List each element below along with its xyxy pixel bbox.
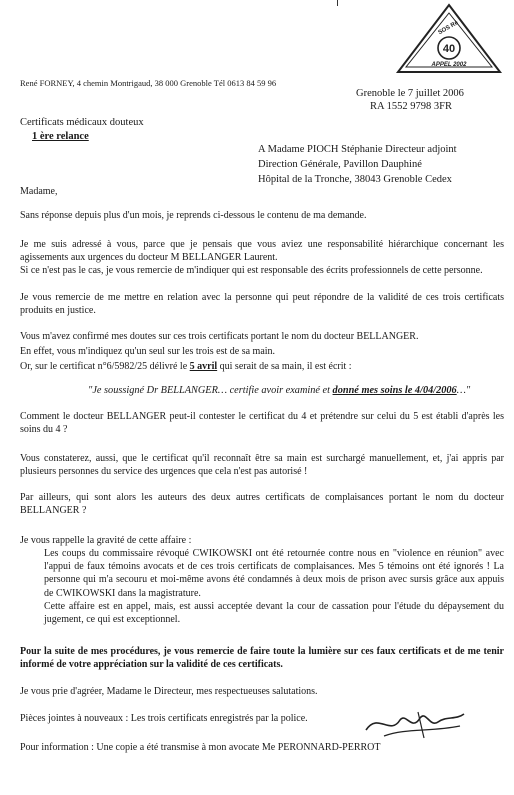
paragraph-5c-start: Or, sur le certificat n°6/5982/25 délivré le [20,361,190,372]
date-line: Grenoble le 7 juillet 2006 [356,88,464,99]
recipient-block [258,142,457,187]
quote-start: "Je soussigné Dr BELLANGER… certifie avoir examiné et [88,385,333,396]
stamp-bottom-text: APPEL 2002 [431,62,467,68]
paragraph-7: Vous constaterez, aussi, que le certificat qu'il reconnaît être sa main est surchargé manuellement, et, j'ai appris par plusieurs personnes du service des urgences que cela n'est pas autorisé ! [20,453,504,478]
stamp-number: 40 [442,43,456,55]
salutation: Madame, [20,186,58,197]
quote-underlined: donné mes soins le 4/04/2006 [332,385,457,396]
attachments-line: Pièces jointes à nouveaux : Les trois certificats enregistrés par la police. [20,713,308,724]
paragraph-5c [20,360,504,373]
paragraph-5c-date: 5 avril [189,361,218,372]
paragraph-5c-end: qui serait de sa main, il est écrit : [217,361,352,372]
quote-end: …" [456,385,471,396]
subject-line: Certificats médicaux douteux [20,117,144,128]
handwritten-signature [360,706,470,742]
paragraph-5b: En effet, vous m'indiquez qu'un seul sur les trois est de sa main. [20,346,276,357]
indented-paragraph-1: Les coups du commissaire révoqué CWIKOWSKI ont été retournée contre nous en "violence en réunion" avec l'appui de faux témoins avocats et de ces trois certificats de complaisances. Mes 5 témoins ont été ignorés ! La personne qui m'a secouru et moi-même avons été condamnés à deux mois de prison avec sursis grâce aux appuis de CWIKOWSKI dans la magistrature. [44,548,504,599]
registered-mail-reference: RA 1552 9798 3FR [370,101,452,112]
recipient-line-3: Hôpital de la Tronche, 38043 Grenoble Cedex [258,174,452,185]
paragraph-10: Pour la suite de mes procédures, je vous remercie de faire toute la lumière sur ces faux certificats et de me tenir informé de votre appréciation sur la validité de ces certificats. [20,646,504,671]
paragraph-2: Je me suis adressé à vous, parce que je pensais que vous aviez une responsabilité hiérarchique concernant les agissements aux urgences du docteur M BELLANGER Laurent. [20,239,504,264]
sender-address: René FORNEY, 4 chemin Montrigaud, 38 000 Grenoble Tél 0613 84 59 96 [20,78,277,88]
relance-heading: 1 ère relance [32,131,89,142]
association-stamp [393,2,505,78]
indented-paragraph-2: Cette affaire est en appel, mais, est aussi acceptée devant la cour de cassation pour l'étude du dépaysement du jugement, ce qui est exceptionnel. [44,601,504,626]
quoted-certificate [88,385,470,396]
stamp-ring-text: SOS Ré [437,20,460,37]
paragraph-1: Sans réponse depuis plus d'un mois, je reprends ci-dessous le contenu de ma demande. [20,210,367,221]
paragraph-3: Si ce n'est pas le cas, je vous remercie de m'indiquer qui est responsable des écrits professionnels de cette personne. [20,265,483,276]
recipient-line-1: A Madame PIOCH Stéphanie Directeur adjoint [258,144,457,155]
paragraph-4: Je vous remercie de me mettre en relation avec la personne qui peut répondre de la validité de ces trois certificats produits en justice. [20,292,504,317]
paragraph-6: Comment le docteur BELLANGER peut-il contester le certificat du 4 et prétendre sur celui du 5 est établi d'après les soins du 4 ? [20,411,504,436]
closing-line: Je vous prie d'agréer, Madame le Directeur, mes respectueuses salutations. [20,686,318,697]
top-edge-mark [337,0,338,6]
paragraph-9: Je vous rappelle la gravité de cette affaire : [20,535,192,546]
recipient-line-2: Direction Générale, Pavillon Dauphiné [258,159,422,170]
paragraph-8: Par ailleurs, qui sont alors les auteurs des deux autres certificats de complaisances portant le nom du docteur BELLANGER ? [20,492,504,517]
copy-info-line: Pour information : Une copie a été transmise à mon avocate Me PERONNARD-PERROT [20,742,381,753]
paragraph-5a: Vous m'avez confirmé mes doutes sur ces trois certificats portant le nom du docteur BELLANGER. [20,331,419,342]
